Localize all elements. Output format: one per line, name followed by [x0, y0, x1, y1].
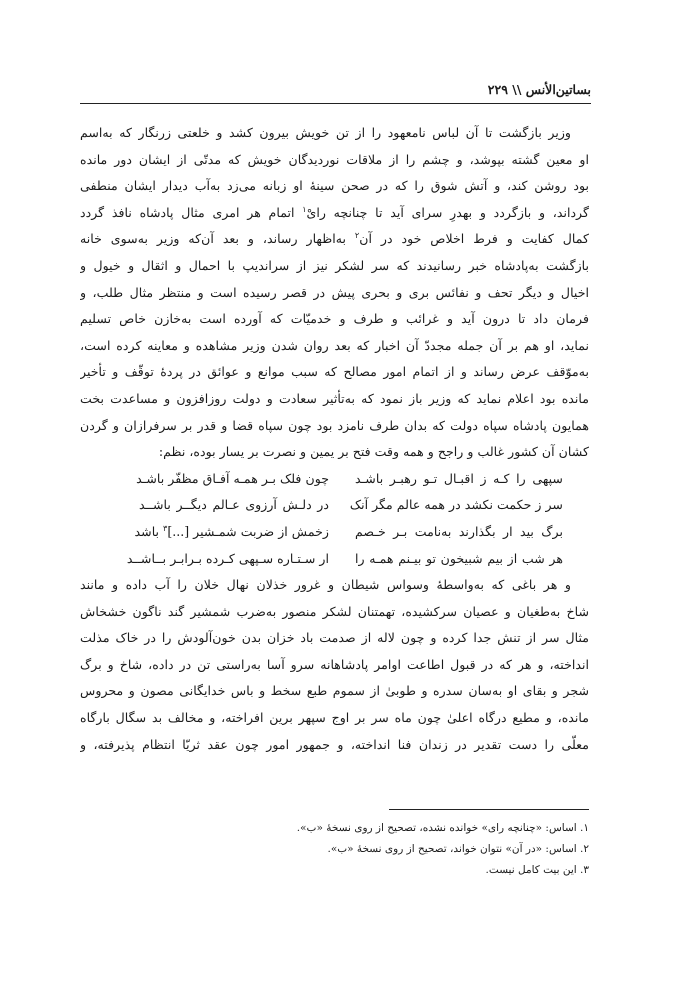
text-line: شجر و بقای او به‌سان سدره و طوبیٰ از سموم طبع سخط و باس خدایگانی مصون و محروس [80, 683, 589, 699]
text-fragment: زخمش از ضربت شمـشیر [...] [167, 523, 329, 539]
text-line: معلّی را دست تقدیر در زندان فنا انداخته، و جمهور امور چون عقد ثریّا انتظام پذیرفته، و [80, 736, 589, 752]
text-fragment: کمال کفایت و فرط اخلاص خود در آن [359, 231, 589, 247]
footnote-ref-2: ۲ [354, 231, 360, 241]
main-text [80, 120, 589, 758]
footnote: ۱. اساس: «چنانچه رای» خوانده نشده، تصحیح از روی نسخهٔ «ب». [296, 822, 589, 834]
text-fragment: به‌اظهار رساند، و بعد آن‌که وزیر به‌سوی خانه [80, 231, 355, 247]
paragraph-2 [80, 572, 589, 758]
footnote: ۳. این بیت کامل نیست. [485, 864, 589, 876]
text-fragment: اتمام هر امری مثال پادشاه نافذ گردد [80, 204, 303, 220]
footnote-ref-3: ۳ [163, 523, 168, 533]
hemistich-second: در دلـش آرزوی عـالم دیگــر باشــد [139, 497, 329, 513]
text-line: مثال سر از تنش جدا کرده و چون لاله از صدمت باد خزان بدن خون‌آلودش را در خاک مذلت [80, 630, 589, 646]
hemistich-first: سپهی را کـه ز اقبـال تـو رهبـر باشـد [355, 470, 563, 486]
text-line: شاخ به‌طغیان و عصیان سرکشیده، تهمتنان لشکر منصور به‌ضرب شمشیر گند ناگون خشخاش [80, 603, 589, 619]
text-fragment: گرداند، و بازگردد و بهدرِ سرای آید تا چنانچه رایْ [306, 204, 589, 220]
header-divider [80, 103, 591, 104]
verse [80, 519, 589, 546]
hemistich-first: سر ز حکمت نکشد در همه عالم مگر آنک [349, 497, 563, 513]
text-line: انداخته، و هر که در قبول اطاعت اوامر پادشاهانه سرو آسا به‌راستی تن در داده، شاخ و برگ [80, 656, 589, 672]
verse [80, 466, 589, 493]
paragraph-1 [80, 120, 589, 466]
poem [80, 466, 589, 572]
text-line [80, 226, 589, 253]
verse [80, 492, 589, 519]
text-line: کشان آن کشور غالب و راجح و همه وقت فتح بر یمین و نصرت بر یسار بوده، نظم: [158, 444, 589, 460]
hemistich-first: برگ بید ار بگذارند به‌نامت بـر خـصم [355, 523, 563, 539]
text-line: به‌موّقف عرض رساند و از اتمام امور مصالح که سبب موانع و عوائق در پردهٔ توقّف و تأخیر [80, 364, 589, 380]
footnote-ref-1: ۱ [302, 204, 307, 214]
text-line: فرمان داد تا درون آید و غرائب و طرف و خدمیّات که آورده است به‌خازن خاص تسلیم [80, 311, 589, 327]
text-line: همایون پادشاه سپاه دولت که بدان طرف نامزد بود چون سپاه قضا و قدر بر سرفرازان و گردن [80, 417, 589, 433]
running-header: بساتین‌الأنس \\ ۲۲۹ [487, 82, 591, 97]
text-line [80, 200, 589, 227]
hemistich-second [134, 519, 329, 546]
text-line: وزیر بازگشت تا آن لباس نامعهود را از تن خویش بیرون کشد و خلعتی زرنگار که به‌اسم [80, 125, 571, 140]
text-line: مانده بود اعلام نماید که وزیر باز نمود که به‌تأثیر سعادت و دولت روزافزون و مساعدت بخت [80, 390, 589, 406]
text-line: اخیال و دیگر تحف و نفائس بری و بحری پیش در قصر رسیده است و منتظر مثال طلب، و [80, 284, 589, 300]
hemistich-second: ار سـتـاره سـپهی کـرده بـرابـر بــاشــد [126, 550, 329, 566]
text-line: نماید، او هم بر آن جمله مجددّ آن اخبار که بعد روان شدن وزیر مشاهده و معاینه کرده است، [80, 337, 589, 353]
footnote-divider [389, 809, 589, 810]
verse [80, 546, 589, 573]
text-line: مانده، و مطیع درگاه اعلیٰ چون ماه سر بر اوج سپهر برین افراخته، و مخالف بد سگال بارگاه [80, 710, 589, 726]
text-fragment: باشد [134, 523, 164, 539]
text-line: بازگشت به‌پادشاه خبر رسانیدند که سر لشکر نیز از سراندیپ با احمال و اثقال و خیول و [80, 257, 589, 273]
footnote: ۲. اساس: «در آن» نتوان خواند، تصحیح از روی نسخهٔ «ب». [327, 843, 589, 855]
hemistich-first: هر شب از بیم شبیخون تو بیـنم همـه را [355, 550, 563, 566]
footnotes [80, 818, 589, 881]
text-line: بود روشن کند، و آتش شوق را که در صحن سینهٔ او زبانه می‌زد به‌آب دیدار ایشان منطفی [80, 178, 589, 194]
hemistich-second: چون فلک بـر همـه آفـاق مظفّر باشـد [136, 470, 329, 486]
text-line: و هر باغی که به‌واسطهٔ وسواس شیطان و غرور خذلان نهال خلان را آب داده و مانند [80, 577, 571, 593]
text-line: او معین گشته بپوشد، و چشم را از ملاقات نوردیدگان خویش که مدتّی از ایشان دور مانده [80, 151, 589, 167]
